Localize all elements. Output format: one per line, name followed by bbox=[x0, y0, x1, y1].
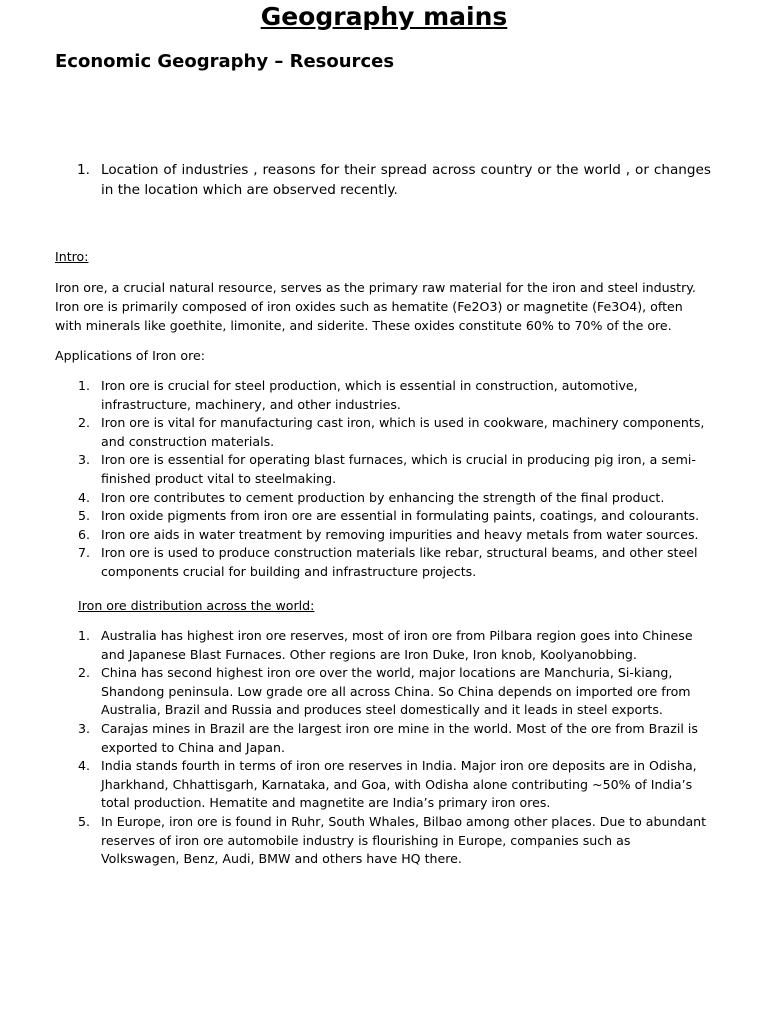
list-item bbox=[0, 377, 768, 414]
list-number: 3. bbox=[78, 452, 91, 468]
document-subtitle: Economic Geography – Resources bbox=[55, 51, 395, 72]
list-item bbox=[0, 489, 768, 508]
list-text: Carajas mines in Brazil are the largest iron ore mine in the world. Most of the ore from Brazil is exported to China and Japan. bbox=[101, 720, 698, 755]
list-item bbox=[0, 414, 768, 451]
list-item bbox=[0, 507, 768, 526]
list-number: 1. bbox=[77, 162, 90, 178]
list-item bbox=[0, 451, 768, 488]
list-text: Iron oxide pigments from iron ore are essential in formulating paints, coatings, and colourants. bbox=[101, 508, 700, 524]
list-number: 2. bbox=[78, 415, 91, 431]
list-text: Iron ore is used to produce construction materials like rebar, structural beams, and other steel components crucial for building and infrastructure projects. bbox=[101, 545, 698, 579]
list-text: Iron ore is vital for manufacturing cast iron, which is used in cookware, machinery components, and construction materials. bbox=[101, 415, 705, 449]
list-number: 5. bbox=[78, 813, 91, 829]
list-number: 6. bbox=[78, 526, 91, 542]
list-number: 4. bbox=[78, 489, 91, 505]
list-text: China has second highest iron ore over the world, major locations are Manchuria, Si-kiang, Shandong peninsula. Low grade ore all across China. So China depends on imported ore from Australia, Brazil and Russia and produces steel domestically and it leads in steel exports. bbox=[101, 665, 691, 718]
intro-heading: Intro: bbox=[55, 249, 89, 264]
intro-paragraph: Iron ore, a crucial natural resource, serves as the primary raw material for the iron and steel industry. Iron ore is primarily composed of iron oxides such as hematite (Fe2O3) or magnetite (Fe3O4), often with minerals like goethite, limonite, and siderite. These oxides constitute 60% to 70% of the ore. bbox=[55, 280, 696, 333]
list-text: India stands fourth in terms of iron ore reserves in India. Major iron ore deposits are in Odisha, Jharkhand, Chhattisgarh, Karnataka, and Goa, with Odisha alone contributing ~50% of India’s total production. Hematite and magnetite are India’s primary iron ores. bbox=[101, 758, 697, 811]
list-text: In Europe, iron ore is found in Ruhr, South Whales, Bilbao among other places. Due to abundant reserves of iron ore automobile industry is flourishing in Europe, companies such as Volkswagen, Benz, Audi, BMW and others have HQ there. bbox=[101, 813, 707, 867]
list-number: 1. bbox=[78, 378, 91, 393]
list-item bbox=[0, 664, 768, 720]
list-item bbox=[0, 813, 768, 869]
list-text: Location of industries , reasons for their spread across country or the world , or changes in the location which are observed recently. bbox=[101, 162, 711, 198]
list-item bbox=[0, 757, 768, 813]
list-number: 2. bbox=[78, 665, 91, 681]
list-text: Iron ore is crucial for steel production, which is essential in construction, automotive, infrastructure, machinery, and other industries. bbox=[101, 378, 638, 412]
list-number: 5. bbox=[78, 508, 91, 524]
document-title: Geography mains bbox=[260, 2, 508, 31]
topic-list bbox=[0, 160, 768, 200]
list-item bbox=[0, 627, 768, 664]
list-item bbox=[0, 160, 768, 200]
list-text: Iron ore contributes to cement production by enhancing the strength of the final product. bbox=[101, 489, 665, 505]
list-number: 3. bbox=[78, 720, 91, 736]
list-number: 7. bbox=[78, 545, 91, 561]
distribution-heading: Iron ore distribution across the world: bbox=[78, 598, 315, 613]
distribution-list bbox=[0, 627, 768, 869]
applications-list bbox=[0, 377, 768, 582]
list-item bbox=[0, 720, 768, 757]
list-text: Iron ore is essential for operating blast furnaces, which is crucial in producing pig iron, a semi-finished product vital to steelmaking. bbox=[101, 452, 696, 486]
list-item bbox=[0, 544, 768, 581]
list-number: 1. bbox=[78, 628, 91, 643]
list-number: 4. bbox=[78, 758, 91, 774]
applications-heading: Applications of Iron ore: bbox=[55, 348, 205, 363]
list-text: Iron ore aids in water treatment by removing impurities and heavy metals from water sources. bbox=[101, 526, 699, 542]
list-text: Australia has highest iron ore reserves, most of iron ore from Pilbara region goes into Chinese and Japanese Blast Furnaces. Other regions are Iron Duke, Iron knob, Koolyanobbing. bbox=[101, 628, 693, 662]
list-item bbox=[0, 526, 768, 545]
